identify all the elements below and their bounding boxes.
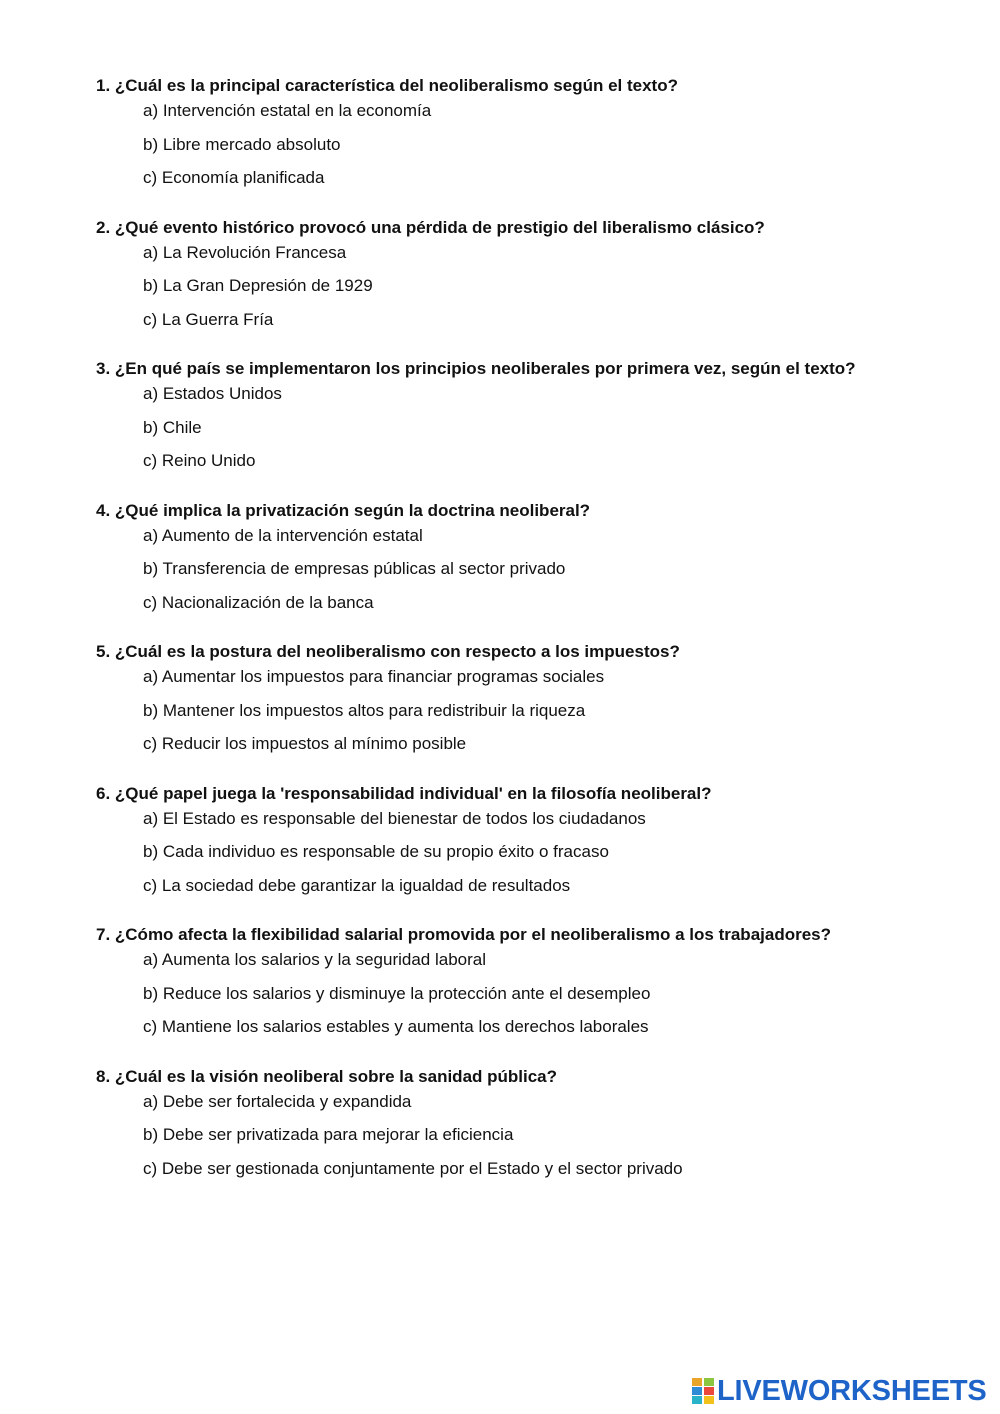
quiz-container bbox=[96, 76, 976, 1208]
answer-option[interactable]: a) Aumentar los impuestos para financiar programas sociales bbox=[143, 667, 605, 686]
answer-option[interactable]: a) Aumento de la intervención estatal bbox=[143, 525, 423, 545]
answer-option[interactable]: b) Libre mercado absoluto bbox=[143, 134, 341, 154]
answer-option[interactable]: a) La Revolución Francesa bbox=[143, 242, 347, 262]
answer-option[interactable]: b) Debe ser privatizada para mejorar la eficiencia bbox=[143, 1125, 514, 1144]
liveworksheets-logo-icon bbox=[692, 1378, 714, 1404]
answer-option[interactable]: a) Debe ser fortalecida y expandida bbox=[143, 1091, 412, 1111]
question-block bbox=[96, 501, 976, 627]
answer-option[interactable]: c) La sociedad debe garantizar la igualdad de resultados bbox=[143, 875, 571, 895]
question-block bbox=[96, 218, 976, 344]
answer-options bbox=[96, 950, 976, 1051]
answer-option[interactable]: b) Transferencia de empresas públicas al sector privado bbox=[143, 559, 566, 578]
question-text: 1. ¿Cuál es la principal característica del neoliberalismo según el texto? bbox=[96, 76, 678, 95]
question-text: 3. ¿En qué país se implementaron los principios neoliberales por primera vez, según el texto? bbox=[96, 359, 856, 378]
answer-options bbox=[96, 1092, 976, 1193]
answer-options bbox=[96, 384, 976, 485]
answer-option[interactable]: b) Cada individuo es responsable de su propio éxito o fracaso bbox=[143, 842, 609, 861]
answer-option[interactable]: a) Intervención estatal en la economía bbox=[143, 101, 432, 120]
answer-option[interactable]: c) Reducir los impuestos al mínimo posible bbox=[143, 734, 467, 753]
answer-option[interactable]: b) Mantener los impuestos altos para redistribuir la riqueza bbox=[143, 700, 586, 720]
question-text: 6. ¿Qué papel juega la 'responsabilidad individual' en la filosofía neoliberal? bbox=[96, 783, 712, 803]
liveworksheets-logo bbox=[692, 1374, 987, 1408]
answer-option[interactable]: b) Reduce los salarios y disminuye la protección ante el desempleo bbox=[143, 983, 651, 1003]
answer-option[interactable]: b) La Gran Depresión de 1929 bbox=[143, 276, 373, 295]
question-block bbox=[96, 925, 976, 1051]
question-text: 7. ¿Cómo afecta la flexibilidad salarial promovida por el neoliberalismo a los trabajadores? bbox=[96, 925, 832, 944]
answer-option[interactable]: a) El Estado es responsable del bienestar de todos los ciudadanos bbox=[143, 808, 646, 828]
answer-option[interactable]: c) Mantiene los salarios estables y aumenta los derechos laborales bbox=[143, 1017, 649, 1036]
answer-options bbox=[96, 526, 976, 627]
answer-option[interactable]: b) Chile bbox=[143, 417, 202, 437]
question-block bbox=[96, 1067, 976, 1193]
question-text: 2. ¿Qué evento histórico provocó una pérdida de prestigio del liberalismo clásico? bbox=[96, 217, 765, 237]
question-block bbox=[96, 76, 976, 202]
question-text: 8. ¿Cuál es la visión neoliberal sobre la sanidad pública? bbox=[96, 1066, 558, 1086]
question-block bbox=[96, 642, 976, 768]
answer-options bbox=[96, 667, 976, 768]
answer-options bbox=[96, 101, 976, 202]
question-text: 5. ¿Cuál es la postura del neoliberalismo con respecto a los impuestos? bbox=[96, 642, 680, 661]
answer-option[interactable]: a) Estados Unidos bbox=[143, 384, 282, 403]
question-block bbox=[96, 359, 976, 485]
question-text: 4. ¿Qué implica la privatización según la doctrina neoliberal? bbox=[96, 500, 591, 520]
answer-option[interactable]: c) Reino Unido bbox=[143, 451, 256, 470]
answer-option[interactable]: a) Aumenta los salarios y la seguridad laboral bbox=[143, 950, 487, 969]
answer-options bbox=[96, 243, 976, 344]
answer-option[interactable]: c) Nacionalización de la banca bbox=[143, 592, 374, 612]
answer-option[interactable]: c) La Guerra Fría bbox=[143, 309, 274, 329]
question-block bbox=[96, 784, 976, 910]
answer-option[interactable]: c) Economía planificada bbox=[143, 168, 325, 187]
liveworksheets-logo-text: LIVEWORKSHEETS bbox=[717, 1375, 987, 1407]
answer-options bbox=[96, 809, 976, 910]
answer-option[interactable]: c) Debe ser gestionada conjuntamente por el Estado y el sector privado bbox=[143, 1158, 683, 1178]
